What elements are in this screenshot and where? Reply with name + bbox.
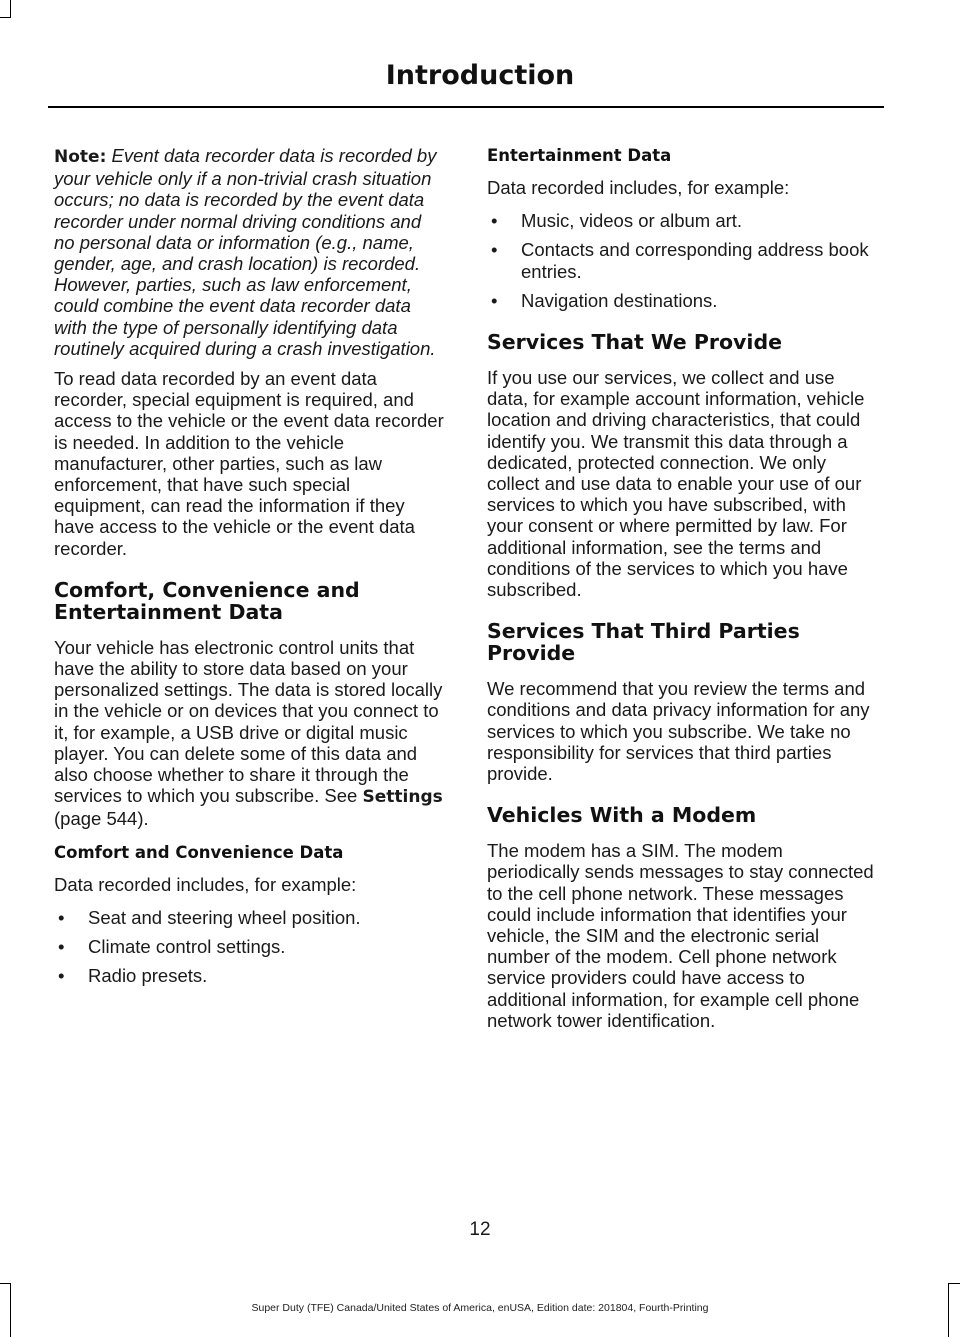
personalized-settings-text: Your vehicle has electronic control units that have the ability to store data based on your personalized settings. The data is stored locally in the vehicle or on devices that you connect to it, for example, a USB drive or digital music player. You can delete some of this data and also choose whether to share it through the services to which you subscribe. See (54, 636, 443, 807)
comfort-data-list (54, 907, 446, 987)
footer-edition-text: Super Duty (TFE) Canada/United States of America, enUSA, Edition date: 201804, Fourth-Printing (251, 1302, 709, 1314)
heading-vehicles-with-modem: Vehicles With a Modem (487, 803, 757, 828)
note-label: Note: (54, 147, 107, 167)
note-paragraph (54, 145, 446, 359)
heading-services-we-provide: Services That We Provide (487, 330, 783, 355)
crop-mark-top-left-h (0, 17, 11, 18)
heading-third-party-services: Services That Third Parties Provide (487, 619, 800, 666)
list-item: • Contacts and corresponding address book entries. (487, 239, 879, 281)
entertainment-data-intro: Data recorded includes, for example: (487, 177, 790, 198)
list-item: • Climate control settings. (54, 936, 446, 957)
settings-xref-page: (page 544). (54, 808, 149, 830)
crop-mark-bottom-left-h (0, 1283, 11, 1284)
right-column (487, 145, 879, 1043)
comfort-data-intro: Data recorded includes, for example: (54, 873, 357, 895)
modem-paragraph: The modem has a SIM. The modem periodically sends messages to stay connected to the cell phone network. These messages could include information that identifies your vehicle, the SIM and the electronic serial number of the modem. Cell phone network service providers could have access to additional information, for example cell phone network tower identification. (487, 840, 874, 1031)
crop-mark-top-left-v (10, 0, 11, 18)
list-item: • Radio presets. (54, 965, 446, 986)
page-title: Introduction (385, 60, 575, 91)
left-column (54, 145, 446, 999)
list-item: • Music, videos or album art. (487, 210, 879, 231)
list-item: • Seat and steering wheel position. (54, 907, 446, 928)
note-text: Event data recorder data is recorded by your vehicle only if a non-trivial crash situation occurs; no data is recorded by the event data recorder under normal driving conditions and no personal data or information (e.g., name, gender, age, and crash location) is recorded. However, parties, such as law enforcement, could combine the event data recorder data with the type of personally identifying data routinely acquired during a crash investigation. (54, 145, 437, 359)
page-number: 12 (469, 1219, 491, 1240)
list-item: • Navigation destinations. (487, 290, 879, 311)
services-we-provide-paragraph: If you use our services, we collect and use data, for example account information, vehicle location and driving characteristics, that could identify you. We transmit this data through a dedicated, protected connection. We only collect and use data to enable your use of our services to which you have subscribed, with your consent or where permitted by law. For additional information, see the terms and conditions of the services to which you have subscribed. (487, 367, 865, 601)
settings-xref-link[interactable]: Settings (362, 787, 443, 808)
personalized-settings-paragraph (54, 637, 446, 830)
third-party-services-paragraph: We recommend that you review the terms and conditions and data privacy information for any services to which you subscribe. We take no responsibility for services that third parties provide. (487, 678, 870, 785)
heading-comfort-convenience-entertainment: Comfort, Convenience and Entertainment Data (54, 577, 360, 624)
subheading-entertainment-data: Entertainment Data (487, 146, 672, 165)
subheading-comfort-convenience-data: Comfort and Convenience Data (54, 842, 344, 862)
entertainment-data-list (487, 210, 879, 311)
crop-mark-bottom-right-h (948, 1283, 960, 1284)
edr-access-paragraph: To read data recorded by an event data recorder, special equipment is required, and access to the vehicle or the event data recorder is needed. In addition to the vehicle manufacturer, other parties, such as law enforcement, that have such special equipment, can read the information if they have access to the vehicle or the event data recorder. (54, 368, 444, 559)
header-divider (48, 106, 884, 108)
